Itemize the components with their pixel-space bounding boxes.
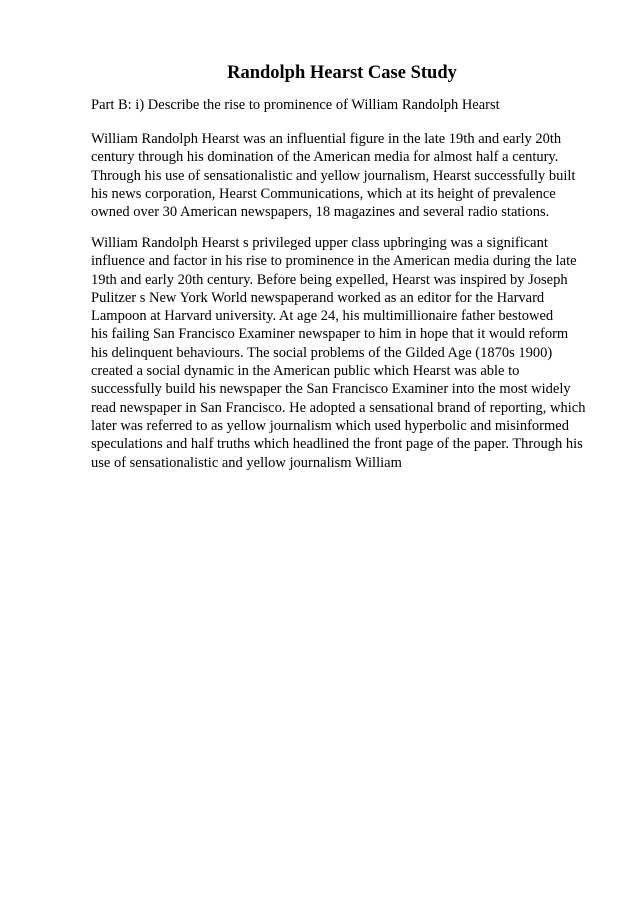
paragraph-line: successfully build his newspaper the San Francisco Examiner into the most widely: [91, 381, 571, 398]
question-heading: Part B: i) Describe the rise to prominence of William Randolph Hearst: [91, 97, 500, 113]
paragraph-line: William Randolph Hearst s privileged upper class upbringing was a significant: [91, 235, 548, 251]
document-title: Randolph Hearst Case Study: [227, 63, 457, 83]
paragraph-2: [91, 234, 585, 472]
paragraph-line: 19th and early 20th century. Before being expelled, Hearst was inspired by Joseph: [91, 271, 568, 288]
paragraph-line: created a social dynamic in the American public which Hearst was able to: [91, 363, 520, 380]
paragraph-line: his news corporation, Hearst Communications, which at its height of prevalence: [91, 185, 556, 202]
paragraph-line: later was referred to as yellow journalism which used hyperbolic and misinformed: [91, 417, 569, 434]
paragraph-line: Through his use of sensationalistic and yellow journalism, Hearst successfully built: [91, 167, 576, 184]
paragraph-line: Lampoon at Harvard university. At age 24, his multimillionaire father bestowed: [91, 308, 554, 325]
paragraph-line: William Randolph Hearst was an influential figure in the late 19th and early 20th: [91, 131, 562, 147]
paragraph-1: [91, 130, 575, 221]
paragraph-line: speculations and half truths which headlined the front page of the paper. Through his: [91, 436, 583, 453]
paragraph-line: read newspaper in San Francisco. He adopted a sensational brand of reporting, which: [91, 399, 586, 416]
paragraph-line: Pulitzer s New York World newspaperand worked as an editor for the Harvard: [91, 289, 545, 306]
paragraph-line: his delinquent behaviours. The social problems of the Gilded Age (1870s 1900): [91, 344, 553, 361]
paragraph-line: his failing San Francisco Examiner newspaper to him in hope that it would reform: [91, 326, 569, 343]
paragraph-line: use of sensationalistic and yellow journalism William: [91, 454, 402, 471]
paragraph-line: owned over 30 American newspapers, 18 magazines and several radio stations.: [91, 204, 550, 221]
paragraph-line: influence and factor in his rise to prominence in the American media during the late: [91, 253, 577, 270]
paragraph-line: century through his domination of the American media for almost half a century.: [91, 149, 559, 166]
